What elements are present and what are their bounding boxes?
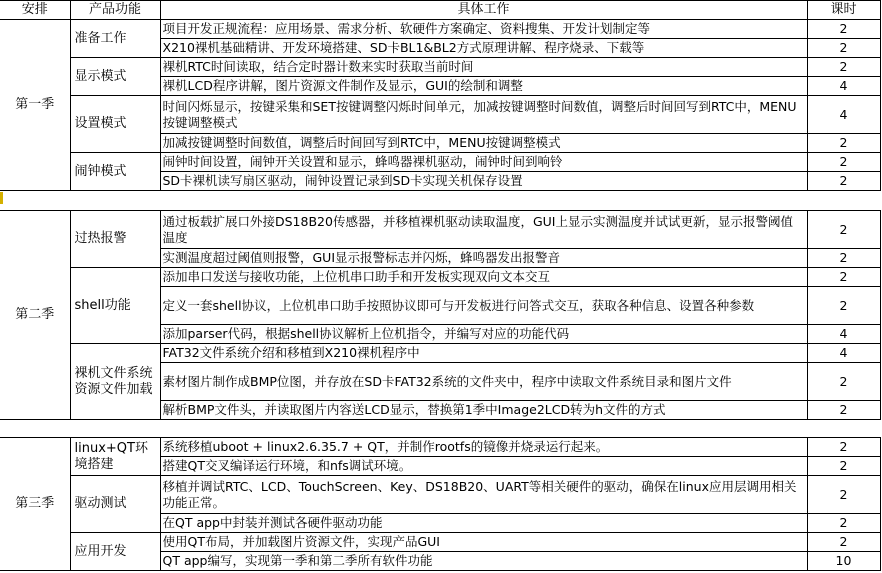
header-task: 具体工作 — [160, 1, 807, 20]
task-cell: 裸机LCD程序讲解，图片资源文件制作及显示，GUI的绘制和调整 — [160, 77, 807, 96]
hours-cell: 2 — [807, 20, 880, 39]
task-cell: X210裸机基础精讲、开发环境搭建、SD卡BL1&BL2方式原理讲解、程序烧录、下载等 — [160, 39, 807, 58]
hours-cell: 2 — [807, 287, 880, 325]
task-cell: 移植并调试RTC、LCD、TouchScreen、Key、DS18B20、UART等相关硬件的驱动，确保在linux应用层调用相关功能正常。 — [160, 476, 807, 514]
hours-cell: 4 — [807, 77, 880, 96]
task-cell: 搭建QT交叉编译运行环境，和nfs调试环境。 — [160, 457, 807, 476]
task-cell: 在QT app中封装并测试各硬件驱动功能 — [160, 514, 807, 533]
header-season: 安排 — [0, 1, 70, 20]
task-cell: 添加串口发送与接收功能，上位机串口助手和开发板实现双向文本交互 — [160, 268, 807, 287]
task-cell: 闹钟时间设置，闹钟开关设置和显示，蜂鸣器裸机驱动，闹钟时间到响铃 — [160, 153, 807, 172]
module-name: 裸机文件系统资源文件加载 — [70, 344, 160, 420]
hours-cell: 4 — [807, 96, 880, 134]
task-cell: 裸机RTC时间读取，结合定时器计数来实时获取当前时间 — [160, 58, 807, 77]
hours-cell: 2 — [807, 58, 880, 77]
hours-cell: 2 — [807, 134, 880, 153]
hours-cell: 4 — [807, 344, 880, 363]
task-cell: 通过板载扩展口外接DS18B20传感器，并移植裸机驱动读取温度，GUI上显示实测温度并试试更新，显示报警阈值温度 — [160, 211, 807, 249]
hours-cell: 2 — [807, 401, 880, 420]
hours-cell: 2 — [807, 476, 880, 514]
task-cell: SD卡裸机读写扇区驱动，闹钟设置记录到SD卡实现关机保存设置 — [160, 172, 807, 191]
hours-cell: 2 — [807, 514, 880, 533]
schedule-header — [0, 0, 881, 20]
selection-marker — [0, 192, 3, 204]
task-cell: 加减按键调整时间数值，调整后时间回写到RTC中，MENU按键调整模式 — [160, 134, 807, 153]
season1-table — [0, 19, 881, 191]
season-label: 第三季 — [0, 438, 70, 571]
module-name: 闹钟模式 — [70, 153, 160, 191]
task-cell: 解析BMP文件头，并读取图片内容送LCD显示，替换第1季中Image2LCD转为h文件的方式 — [160, 401, 807, 420]
task-cell: 项目开发正规流程：应用场景、需求分析、软硬件方案确定、资料搜集、开发计划制定等 — [160, 20, 807, 39]
module-name: 过热报警 — [70, 211, 160, 268]
hours-cell: 2 — [807, 39, 880, 58]
hours-cell: 2 — [807, 153, 880, 172]
task-cell: 添加parser代码，根据shell协议解析上位机指令，并编写对应的功能代码 — [160, 325, 807, 344]
season2-table — [0, 210, 881, 420]
header-hours: 课时 — [807, 1, 880, 20]
task-cell: 定义一套shell协议，上位机串口助手按照协议即可与开发板进行问答式交互，获取各种信息、设置各种参数 — [160, 287, 807, 325]
season-label: 第一季 — [0, 20, 70, 191]
module-name: 应用开发 — [70, 533, 160, 571]
hours-cell: 2 — [807, 172, 880, 191]
module-name: linux+QT环境搭建 — [70, 438, 160, 476]
hours-cell: 2 — [807, 211, 880, 249]
header-module: 产品功能 — [70, 1, 160, 20]
hours-cell: 2 — [807, 533, 880, 552]
season3-table — [0, 437, 881, 571]
hours-cell: 10 — [807, 552, 880, 571]
hours-cell: 2 — [807, 249, 880, 268]
task-cell: FAT32文件系统介绍和移植到X210裸机程序中 — [160, 344, 807, 363]
module-name: 显示模式 — [70, 58, 160, 96]
task-cell: 系统移植uboot + linux2.6.35.7 + QT，并制作rootfs的镜像并烧录运行起来。 — [160, 438, 807, 457]
hours-cell: 2 — [807, 363, 880, 401]
module-name: 准备工作 — [70, 20, 160, 58]
module-name: 驱动测试 — [70, 476, 160, 533]
hours-cell: 2 — [807, 457, 880, 476]
hours-cell: 2 — [807, 268, 880, 287]
season-label: 第二季 — [0, 211, 70, 420]
task-cell: QT app编写，实现第一季和第二季所有软件功能 — [160, 552, 807, 571]
task-cell: 使用QT布局，并加载图片资源文件，实现产品GUI — [160, 533, 807, 552]
hours-cell: 2 — [807, 438, 880, 457]
hours-cell: 4 — [807, 325, 880, 344]
module-name: shell功能 — [70, 268, 160, 344]
task-cell: 实测温度超过阈值则报警，GUI显示报警标志并闪烁，蜂鸣器发出报警音 — [160, 249, 807, 268]
task-cell: 素材图片制作成BMP位图，并存放在SD卡FAT32系统的文件夹中，程序中读取文件系统目录和图片文件 — [160, 363, 807, 401]
task-cell: 时间闪烁显示，按键采集和SET按键调整闪烁时间单元，加减按键调整时间数值，调整后时间回写到RTC中，MENU按键调整模式 — [160, 96, 807, 134]
module-name: 设置模式 — [70, 96, 160, 153]
